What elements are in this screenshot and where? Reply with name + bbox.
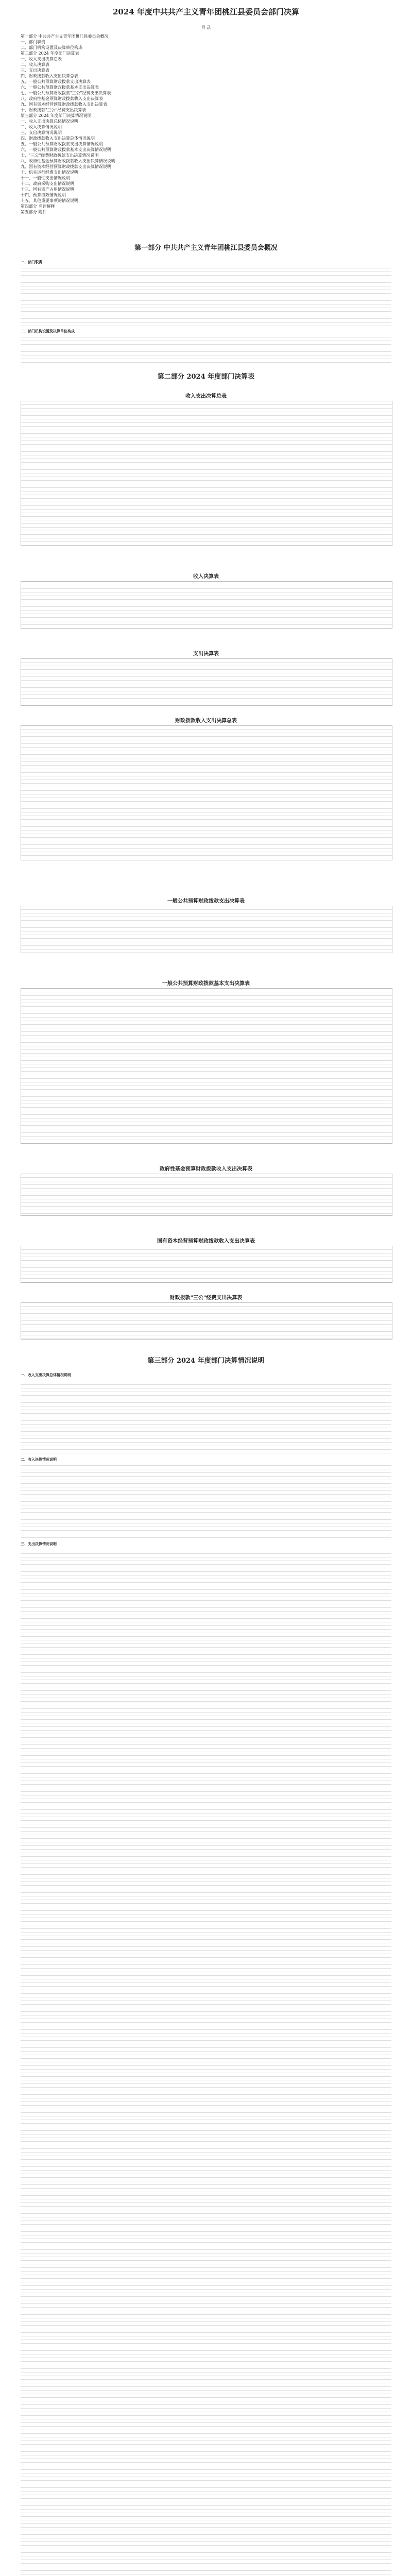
toc-item[interactable]: 十五、其他重要事项的情况说明 <box>21 198 78 203</box>
toc-item[interactable]: 五、一般公共预算财政拨款支出决算情况说明 <box>21 142 103 146</box>
toc-item[interactable]: 四、财政拨款收入支出决算总体情况说明 <box>21 136 95 141</box>
table-income <box>21 581 392 629</box>
toc-item[interactable]: 第五部分 附件 <box>21 210 47 214</box>
table-title-7: 政府性基金预算财政拨款收入支出决算表 <box>160 1166 252 1172</box>
toc-item[interactable]: 九、国有资本经营预算财政拨款支出决算情况说明 <box>21 164 111 169</box>
part3-text-2 <box>21 1462 391 1539</box>
toc-item[interactable]: 六、一般公共预算财政拨款基本支出决算表 <box>21 85 99 90</box>
part3-heading-3: 三、支出决算情况说明 <box>21 1541 57 1546</box>
table-of-contents <box>21 25 391 215</box>
part3-text-1 <box>21 1378 391 1455</box>
toc-item[interactable]: 一、部门职责 <box>21 40 45 44</box>
part3-text-4 <box>21 2268 391 2576</box>
table-title-1: 收入支出决算总表 <box>185 394 227 399</box>
toc-item[interactable]: 七、一般公共预算财政拨款"三公"经费支出决算表 <box>21 91 111 95</box>
part1-title: 第一部分 中共共产主义青年团桃江县委员会概况 <box>134 244 278 252</box>
table-fiscal-summary <box>21 725 392 860</box>
part2-title: 第二部分 2024 年度部门决算表 <box>157 373 255 381</box>
duties-text <box>21 265 391 327</box>
table-state-capital <box>21 1246 392 1283</box>
table-title-3: 支出决算表 <box>193 651 219 657</box>
part1-heading-structure: 二、部门机构设置及决算单位构成 <box>21 329 75 333</box>
toc-item[interactable]: 六、一般公共预算财政拨款基本支出决算情况说明 <box>21 147 111 152</box>
table-title-5: 一般公共预算财政拨款支出决算表 <box>167 899 245 904</box>
toc-item[interactable]: 二、收入决算表 <box>21 62 49 67</box>
toc-item[interactable]: 十、财政拨款"三公"经费支出决算表 <box>21 108 87 112</box>
toc-item[interactable]: 第二部分 2024 年度部门决算表 <box>21 51 79 56</box>
toc-item[interactable]: 四、财政拨款收入支出决算总表 <box>21 74 78 78</box>
table-gov-fund <box>21 1174 392 1216</box>
toc-item[interactable]: 十二、政府采购支出情况说明 <box>21 181 74 186</box>
toc-heading: 目 录 <box>201 25 211 30</box>
toc-item[interactable]: 十、机关运行经费支出情况说明 <box>21 170 78 175</box>
toc-item[interactable]: 一、收入支出决算总表 <box>21 57 62 61</box>
toc-item[interactable]: 十三、国有资产占用情况说明 <box>21 187 74 192</box>
table-title-8: 国有资本经营预算财政拨款收入支出决算表 <box>157 1239 255 1244</box>
toc-item[interactable]: 一、收入支出决算总体情况说明 <box>21 119 78 124</box>
toc-item[interactable]: 十一、一般性支出情况说明 <box>21 176 70 180</box>
part3-body <box>21 1370 391 2576</box>
document-title: 2024 年度中共共产主义青年团桃江县委员会部门决算 <box>113 7 299 16</box>
toc-item[interactable]: 八、政府性基金预算财政拨款收入支出决算表 <box>21 96 103 101</box>
table-title-4: 财政拨款收入支出决算总表 <box>175 718 237 724</box>
table-title-9: 财政拨款"三公"经费支出决算表 <box>169 1295 243 1301</box>
part1-heading-duties: 一、部门职责 <box>21 260 42 264</box>
table-general-basic-expense <box>21 988 392 1144</box>
toc-item[interactable]: 十四、预算绩效情况说明 <box>21 193 66 197</box>
toc-item[interactable]: 第一部分 中共共产主义青年团桃江县委员会概况 <box>21 34 109 39</box>
part1-body <box>21 258 391 365</box>
table-three-public <box>21 1302 392 1340</box>
toc-item[interactable]: 八、政府性基金预算财政拨款收入支出决算情况说明 <box>21 159 115 163</box>
table-title-2: 收入决算表 <box>193 574 219 580</box>
part3-heading-2: 二、收入决算情况说明 <box>21 1457 57 1462</box>
toc-item[interactable]: 二、收入决算情况说明 <box>21 125 62 129</box>
structure-text <box>21 334 391 365</box>
toc-item[interactable]: 九、国有资本经营预算财政拨款收入支出决算表 <box>21 102 107 107</box>
table-general-budget-expense <box>21 906 392 953</box>
toc-list <box>21 33 391 215</box>
toc-item[interactable]: 三、支出决算表 <box>21 68 49 73</box>
toc-item[interactable]: 七、"三公"经费财政拨款支出决算情况说明 <box>21 153 99 158</box>
part3-text-3 <box>21 1547 391 2268</box>
table-expense <box>21 658 392 706</box>
toc-item[interactable]: 三、支出决算情况说明 <box>21 130 62 135</box>
table-title-6: 一般公共预算财政拨款基本支出决算表 <box>162 981 250 987</box>
part3-title: 第三部分 2024 年度部门决算情况说明 <box>147 1357 265 1365</box>
toc-item[interactable]: 五、一般公共预算财政拨款支出决算表 <box>21 79 91 84</box>
table-income-expense-summary <box>21 401 392 546</box>
part3-heading-1: 一、收入支出决算总体情况说明 <box>21 1372 71 1377</box>
toc-item[interactable]: 第四部分 名词解释 <box>21 204 55 209</box>
toc-item[interactable]: 第三部分 2024 年度部门决算情况说明 <box>21 113 92 118</box>
toc-item[interactable]: 二、部门机构设置及决算单位构成 <box>21 45 82 50</box>
